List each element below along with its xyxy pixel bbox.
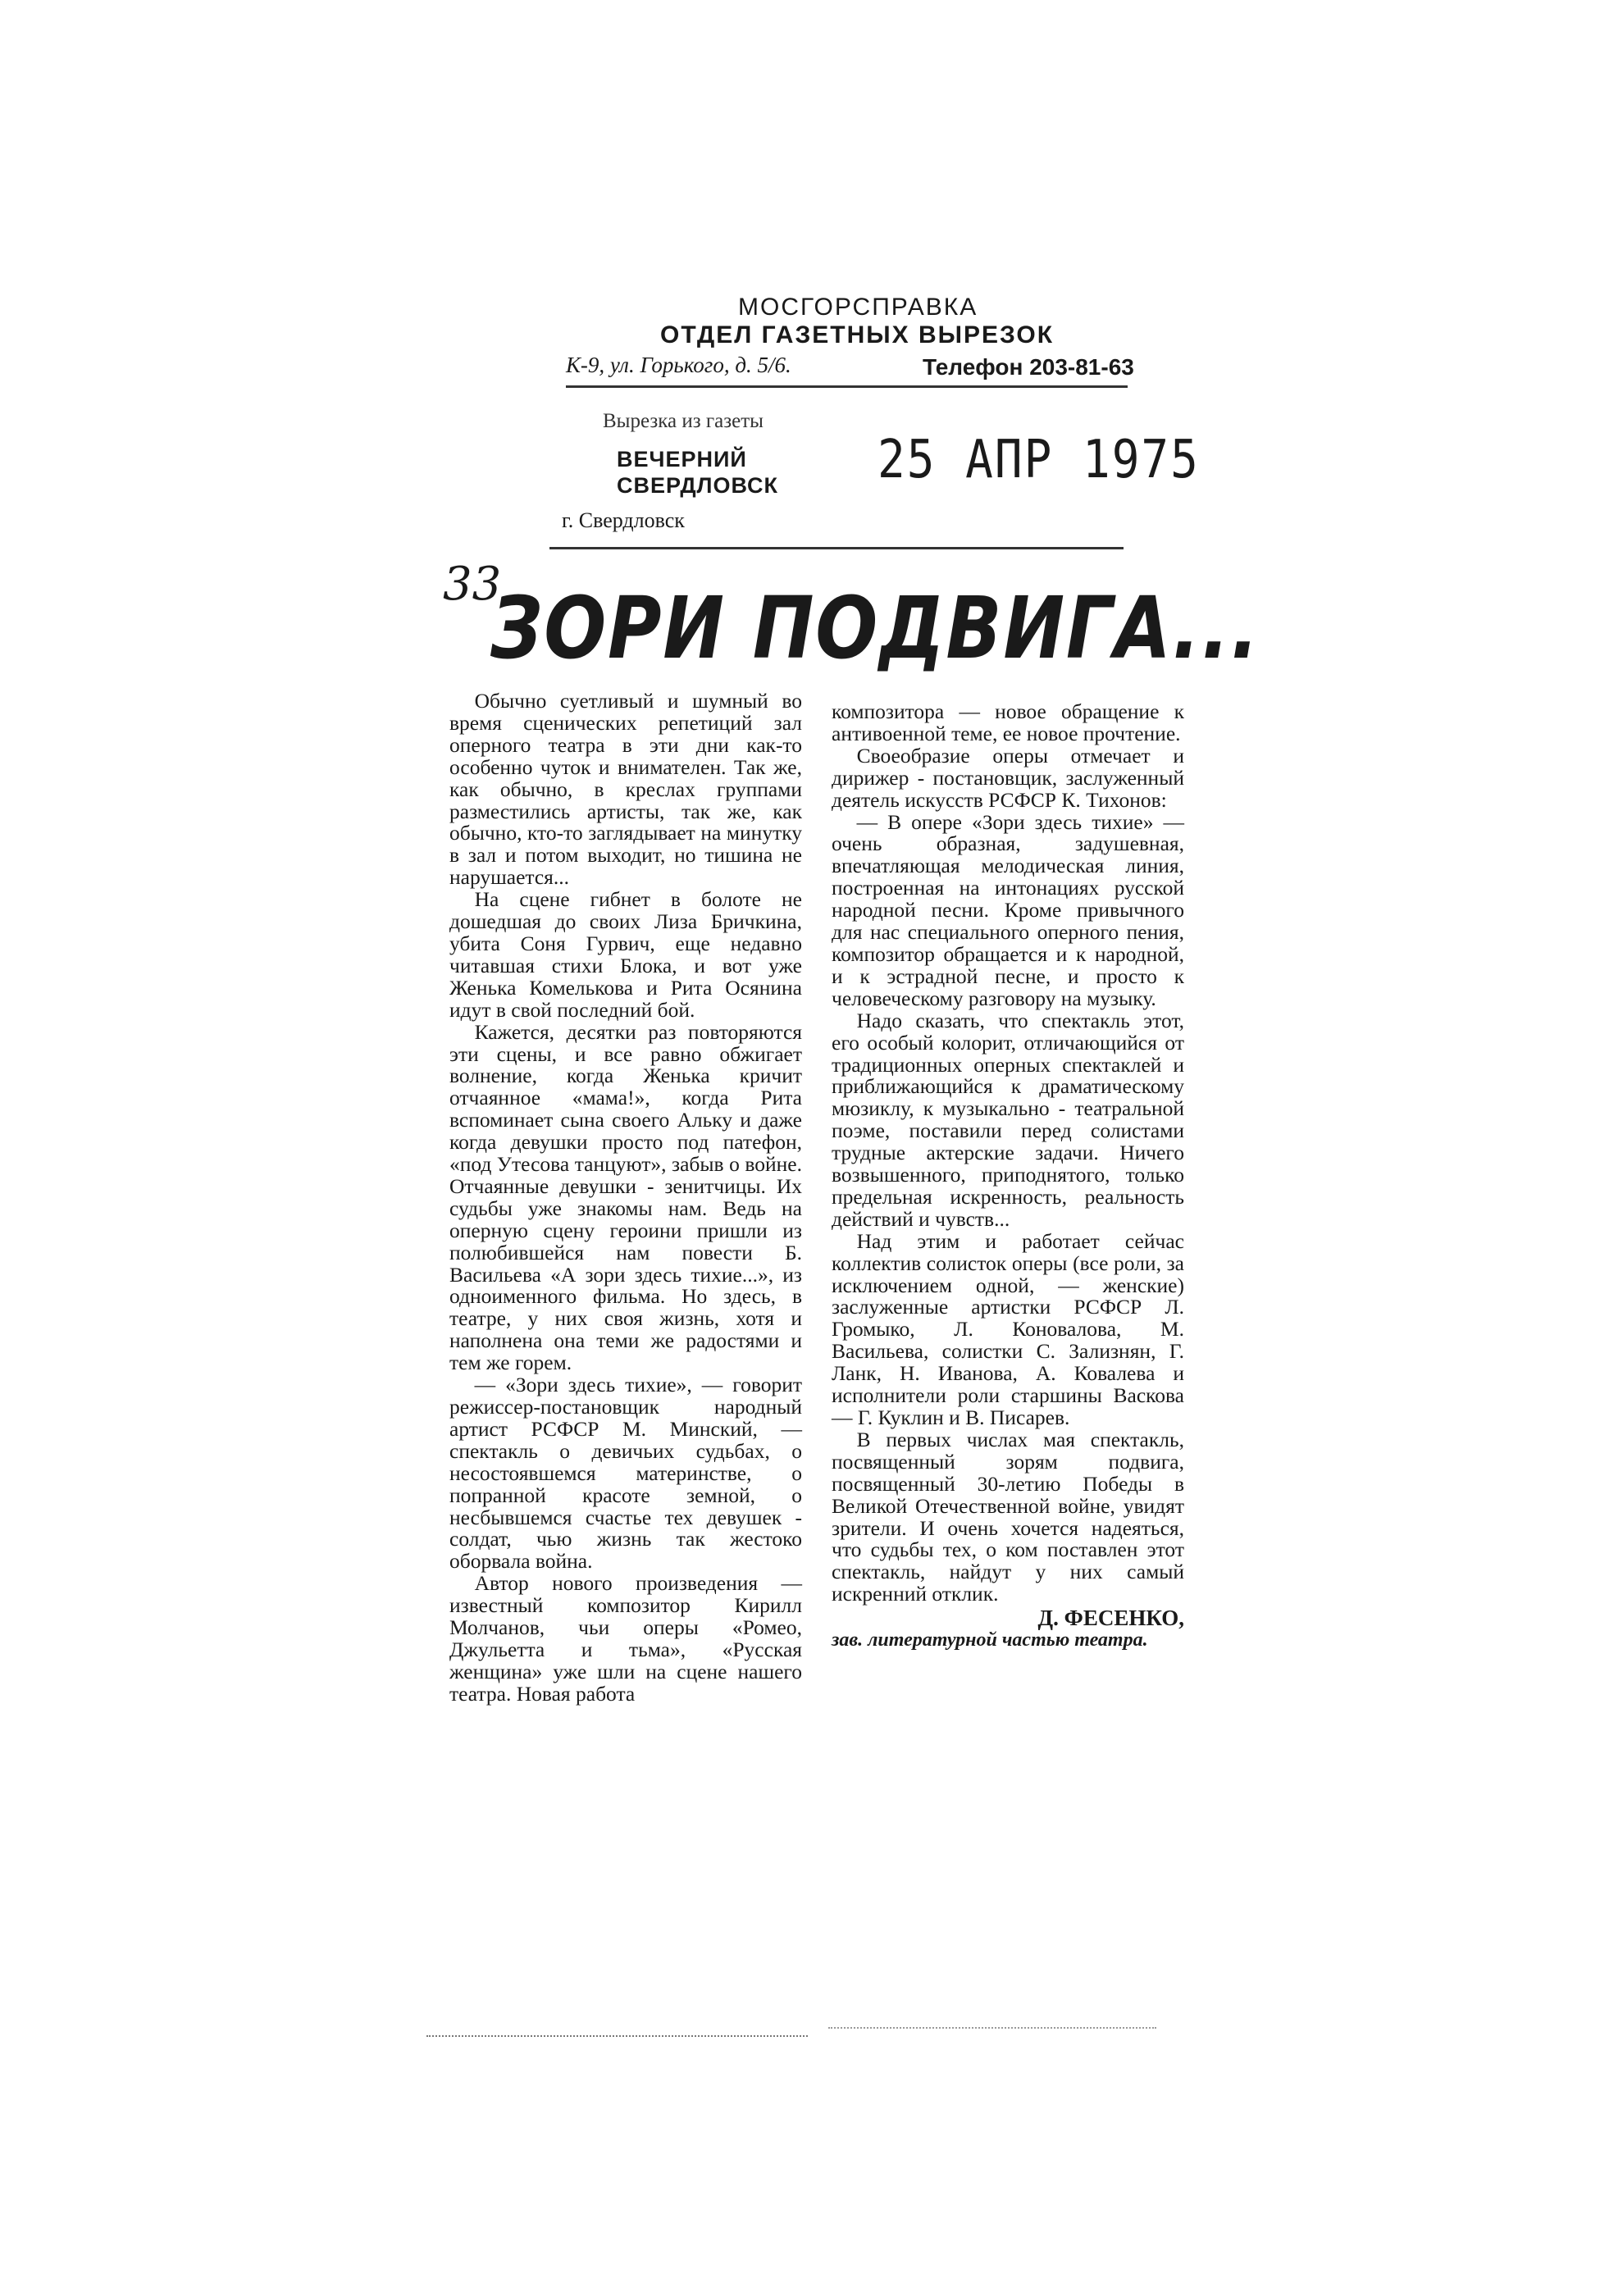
- paragraph: Надо сказать, что спектакль этот, его особый колорит, отличающийся от традиционных оперных спектаклей и приближающийся к драматическому мюзиклу, к музыкально - театральной поэме, поставили перед солистами трудные актерские задачи. Ничего возвышенного, приподнятого, только предельная искренность, реальность действий и чувств...: [832, 1008, 1184, 1231]
- paragraph: В первых числах мая спектакль, посвященный зорям подвига, посвященный 30-летию Победы в Великой Отечественной войне, увидят зрители. И очень хочется надеяться, что судьбы тех, о ком поставлен этот спектакль, найдут у них самый искренний отклик.: [832, 1427, 1184, 1606]
- bottom-cut-line: [828, 2027, 1156, 2030]
- author-role: зав. литературной частью театра.: [832, 1629, 1148, 1651]
- article-column-1: [449, 690, 802, 1706]
- agency-address: К-9, ул. Горького, д. 5/6.: [566, 353, 791, 377]
- paragraph: Над этим и работает сейчас коллектив солисток оперы (все роли, за исключением одной, — женские) заслуженные артистки РСФСР Л. Громыко, Л. Коновалова, М. Васильева, солистки С. Зализнян, Г. Ланк, Н. Иванова, А. Ковалева и исполнители роли старшины Васкова — Г. Куклин и В. Писарев.: [832, 1228, 1184, 1429]
- paragraph: Обычно суетливый и шумный во время сценических репетиций зал оперного театра в эти дни как-то особенно чуток и внимателен. Так же, как обычно, в креслах группами разместились артисты, так же, как обычно, кто-то заглядывает на минутку в зал и потом выходит, но тишина не нарушается...: [449, 689, 802, 890]
- header-rule: [566, 385, 1128, 388]
- paragraph: Автор нового произведения — известный композитор Кирилл Молчанов, чьи оперы «Ромео, Джульетта и тьма», «Русская женщина» уже шли на сцене нашего театра. Новая работа: [449, 1571, 802, 1706]
- handwritten-number: 33: [443, 558, 502, 611]
- source-rule: [549, 547, 1124, 549]
- agency-name: МОСГОРСПРАВКА: [738, 294, 978, 321]
- newspaper-city: г. Свердловск: [562, 508, 685, 532]
- newspaper-name-line2: СВЕРДЛОВСК: [617, 473, 778, 498]
- paragraph: Кажется, десятки раз повторяются эти сцены, и все равно обжигает волнение, когда Женька кричит отчаянное «мама!», когда Рита вспоминает сына своего Альку и даже когда девушки просто под патефон, «под Утесова танцуют», забыв о войне. Отчаянные девушки - зенитчицы. Их судьбы уже знакомы нам. Ведь на оперную сцену героини пришли из полюбившейся нам повести Б. Васильева «А зори здесь тихие...», из одноименного фильма. Но здесь, в театре, у них своя жизнь, хотя и наполнена она теми же радостями и тем же горем.: [449, 1019, 802, 1375]
- paragraph-continuation: композитора — новое обращение к антивоенной теме, ее новое прочтение.: [832, 699, 1184, 745]
- paragraph: — «Зори здесь тихие», — говорит режиссер-постановщик народный артист РСФСР М. Минский, — спектакль о девичьих судьбах, о несостоявшемся материнстве, о попранной красоте земной, о несбывшемся счастье тех девушек - солдат, чью жизнь так жестоко оборвала война.: [449, 1373, 802, 1574]
- article-headline: ЗОРИ ПОДВИГА...: [490, 578, 1260, 678]
- paragraph: — В опере «Зори здесь тихие» — очень образная, задушевная, впечатляющая мелодическая линия, построенная на интонациях русской народной песни. Кроме привычного для нас специального оперного пения, композитор обращается и к народной, и к эстрадной песне, и просто к человеческому разговору на музыку.: [832, 809, 1184, 1010]
- article-column-2: [832, 701, 1184, 1651]
- paragraph: Своеобразие оперы отмечает и дирижер - постановщик, заслуженный деятель искусств РСФСР К. Тихонов:: [832, 743, 1184, 812]
- newspaper-name-line1: ВЕЧЕРНИЙ: [617, 447, 747, 472]
- author-signature: Д. ФЕСЕНКО,: [1037, 1606, 1184, 1631]
- department-name: ОТДЕЛ ГАЗЕТНЫХ ВЫРЕЗОК: [660, 321, 1055, 348]
- bottom-cut-line: [426, 2035, 808, 2039]
- agency-phone: Телефон 203-81-63: [923, 354, 1134, 380]
- paragraph: На сцене гибнет в болоте не дошедшая до своих Лиза Бричкина, убита Соня Гурвич, еще недавно читавшая стихи Блока, и вот уже Женька Комелькова и Рита Осянина идут в свой последний бой.: [449, 887, 802, 1022]
- source-label: Вырезка из газеты: [603, 410, 764, 432]
- date-stamp: 25 АПР 1975: [877, 429, 1200, 490]
